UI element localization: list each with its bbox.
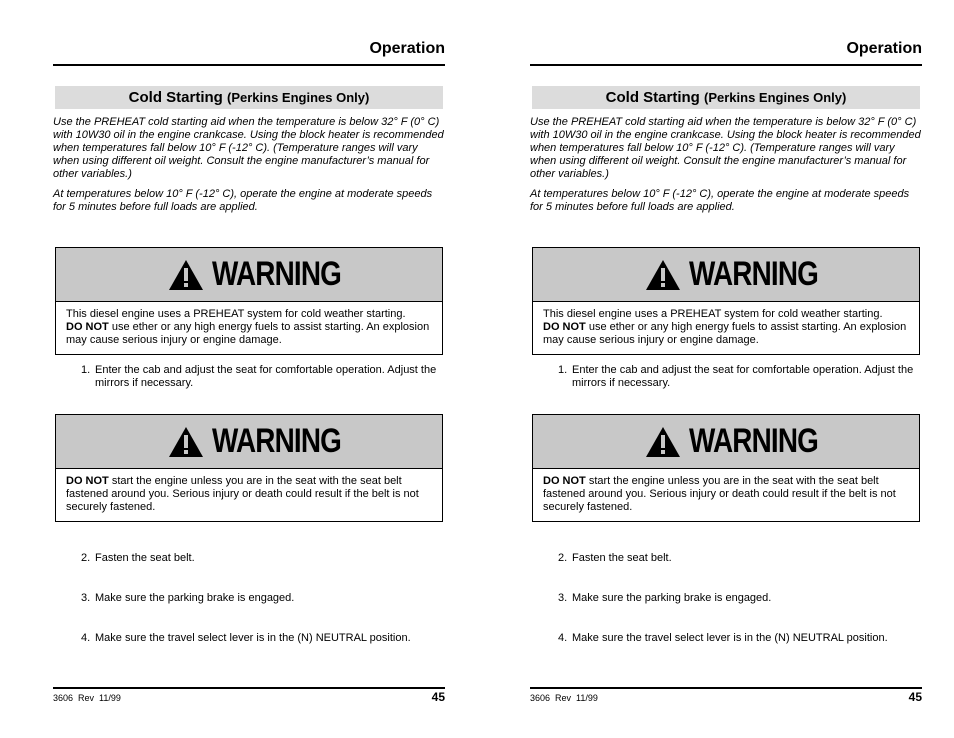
warning-box-preheat: [532, 247, 920, 355]
step-number: 4.: [81, 632, 91, 644]
subheading-cold-starting: [55, 86, 443, 109]
warning-text-detail: use ether or any high energy fuels to assist starting. An explosion may cause serious injury or engine damage.: [66, 321, 430, 346]
warning-emphasis: DO NOT: [543, 321, 586, 333]
warning-header: [56, 415, 442, 469]
manual-page-right: [530, 0, 922, 738]
warning-title: WARNING: [689, 422, 819, 460]
low-temp-paragraph: At temperatures below 10° F (-12° C), operate the engine at moderate speeds for 5 minutes before full loads are applied.: [53, 188, 433, 213]
list-item: [558, 552, 922, 565]
warning-text-detail: use ether or any high energy fuels to assist starting. An explosion may cause serious injury or engine damage.: [543, 321, 907, 346]
step-number: 2.: [558, 552, 568, 564]
warning-header: [56, 248, 442, 302]
warning-title: WARNING: [212, 422, 342, 460]
step-text: Fasten the seat belt.: [95, 552, 195, 564]
step-number: 1.: [558, 364, 568, 376]
intro-paragraph: Use the PREHEAT cold starting aid when the temperature is below 32° F (0° C) with 10W30 oil in the engine crankcase. Using the block heater is recommended when temperatures fall below 10° F (-12° C). (Temperature ranges will vary when using different oil weight. Consult the engine manufacturer’s manual for other variables.): [53, 116, 444, 180]
warning-header: [533, 248, 919, 302]
document-revision: 3606 Rev 11/99: [53, 693, 121, 703]
step-text: Make sure the travel select lever is in the (N) NEUTRAL position.: [572, 632, 888, 644]
step-number: 1.: [81, 364, 91, 376]
step-text: Make sure the parking brake is engaged.: [95, 592, 295, 604]
warning-emphasis: DO NOT: [66, 475, 109, 487]
list-item: [81, 364, 445, 390]
warning-title: WARNING: [212, 255, 342, 293]
warning-box-seat-belt: [532, 414, 920, 522]
footer-rule: [53, 687, 445, 689]
subheading-main: Cold Starting: [128, 89, 223, 106]
warning-text: [56, 469, 442, 514]
list-item: [81, 592, 445, 605]
low-temp-paragraph: At temperatures below 10° F (-12° C), operate the engine at moderate speeds for 5 minutes before full loads are applied.: [530, 188, 910, 213]
list-item: [558, 632, 922, 645]
warning-header: [533, 415, 919, 469]
section-title: Operation: [369, 40, 445, 57]
step-text: Make sure the travel select lever is in the (N) NEUTRAL position.: [95, 632, 411, 644]
warning-title: WARNING: [689, 255, 819, 293]
warning-text: [533, 302, 919, 347]
section-title: Operation: [846, 40, 922, 57]
list-item: [81, 632, 445, 645]
step-number: 4.: [558, 632, 568, 644]
warning-text-detail: start the engine unless you are in the seat with the seat belt fastened around you. Serious injury or death could result if the belt is not securely fastened.: [66, 475, 419, 513]
page-number: 45: [431, 690, 445, 704]
subheading-sub: (Perkins Engines Only): [227, 90, 370, 105]
warning-triangle-icon: [645, 426, 681, 458]
warning-triangle-icon: [168, 426, 204, 458]
manual-page-left: [53, 0, 445, 738]
page-number: 45: [908, 690, 922, 704]
warning-triangle-icon: [645, 259, 681, 291]
subheading-cold-starting: [532, 86, 920, 109]
warning-box-preheat: [55, 247, 443, 355]
step-text: Enter the cab and adjust the seat for comfortable operation. Adjust the mirrors if necessary.: [572, 364, 914, 389]
list-item: [81, 552, 445, 565]
document-revision: 3606 Rev 11/99: [530, 693, 598, 703]
warning-text: [56, 302, 442, 347]
footer-rule: [530, 687, 922, 689]
step-text: Enter the cab and adjust the seat for comfortable operation. Adjust the mirrors if necessary.: [95, 364, 437, 389]
warning-text-intro: This diesel engine uses a PREHEAT system for cold weather starting.: [543, 308, 883, 320]
warning-box-seat-belt: [55, 414, 443, 522]
warning-triangle-icon: [168, 259, 204, 291]
list-item: [558, 592, 922, 605]
warning-text-detail: start the engine unless you are in the seat with the seat belt fastened around you. Serious injury or death could result if the belt is not securely fastened.: [543, 475, 896, 513]
warning-emphasis: DO NOT: [66, 321, 109, 333]
header-rule: [530, 64, 922, 66]
step-number: 2.: [81, 552, 91, 564]
step-number: 3.: [81, 592, 91, 604]
warning-emphasis: DO NOT: [543, 475, 586, 487]
step-number: 3.: [558, 592, 568, 604]
header-rule: [53, 64, 445, 66]
step-text: Make sure the parking brake is engaged.: [572, 592, 772, 604]
subheading-main: Cold Starting: [605, 89, 700, 106]
warning-text-intro: This diesel engine uses a PREHEAT system for cold weather starting.: [66, 308, 406, 320]
intro-paragraph: Use the PREHEAT cold starting aid when the temperature is below 32° F (0° C) with 10W30 oil in the engine crankcase. Using the block heater is recommended when temperatures fall below 10° F (-12° C). (Temperature ranges will vary when using different oil weight. Consult the engine manufacturer’s manual for other variables.): [530, 116, 921, 180]
warning-text: [533, 469, 919, 514]
subheading-sub: (Perkins Engines Only): [704, 90, 847, 105]
list-item: [558, 364, 922, 390]
step-text: Fasten the seat belt.: [572, 552, 672, 564]
